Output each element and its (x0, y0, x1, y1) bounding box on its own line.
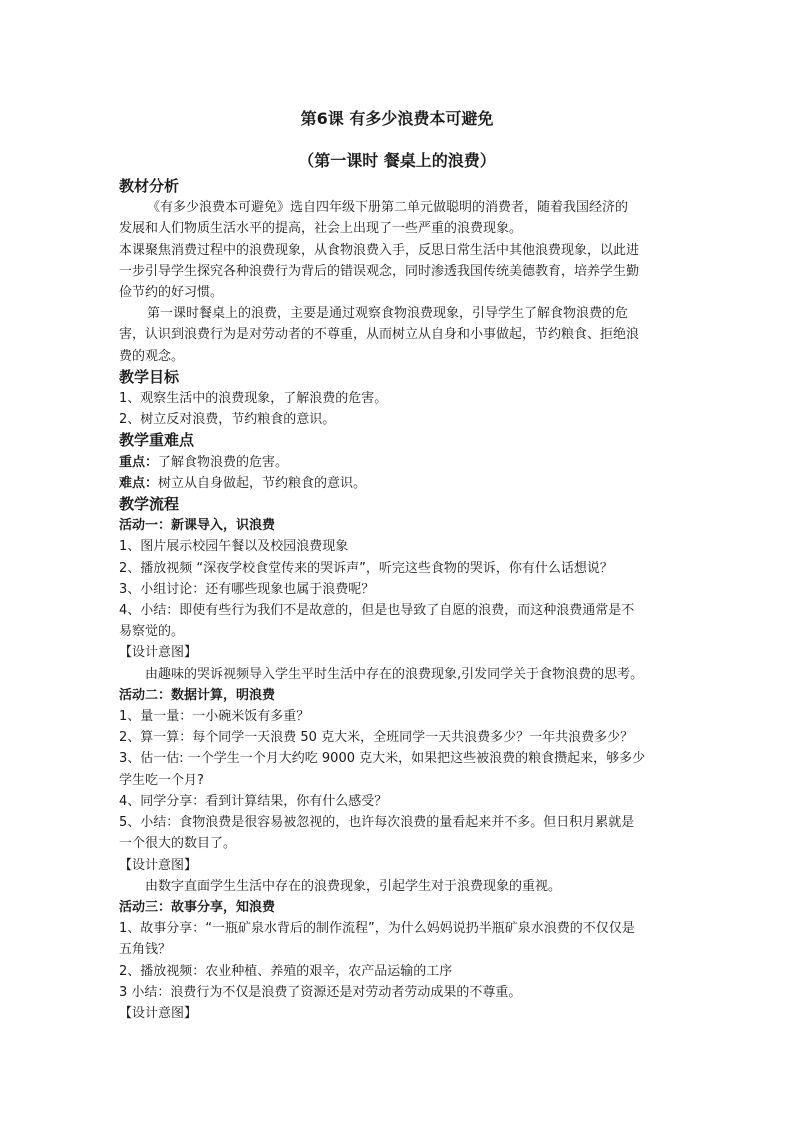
paragraph-line: 一步引导学生探究各种浪费行为背后的错误观念，同时渗透我国传统美德教育，培养学生勤 (119, 263, 640, 279)
difficulty-label: 难点： (119, 475, 159, 491)
paragraph-line: 发展和人们物质生活水平的提高，社会上出现了一些严重的浪费现象。 (119, 221, 523, 237)
paragraph-line: 《有多少浪费本可避免》选自四年级下册第二单元做聪明的消费者，随着我国经济的 (147, 200, 629, 216)
activity-step: 1、量一量：一小碗米饭有多重？ (119, 709, 310, 725)
difficulty-line (119, 473, 679, 494)
goal-item: 2、树立反对浪费，节约粮食的意识。 (119, 412, 336, 428)
section-heading-key-points: 教学重难点 (119, 431, 195, 450)
activity-step: 4、同学分享：看到计算结果，你有什么感受？ (119, 793, 388, 809)
activity-step: 易察觉的。 (119, 624, 185, 640)
design-intent-text: 由数字直面学生生活中存在的浪费现象，引起学生对于浪费现象的重视。 (145, 878, 562, 894)
lesson-title: 第6课 有多少浪费本可避免 (300, 109, 494, 128)
paragraph-line: 第一课时餐桌上的浪费，主要是通过观察食物浪费现象，引导学生了解食物浪费的危 (147, 306, 629, 322)
section-heading-process: 教学流程 (119, 495, 180, 514)
key-point-line (119, 452, 679, 473)
key-point-text: 了解食物浪费的危害。 (158, 454, 289, 470)
design-intent-label: 【设计意图】 (119, 857, 198, 873)
document-body (119, 176, 679, 1024)
design-intent-label: 【设计意图】 (119, 645, 198, 661)
section-heading-analysis: 教材分析 (119, 177, 180, 195)
activity-step: 1、故事分享：“一瓶矿泉水背后的制作流程”，为什么妈妈说扔半瓶矿泉水浪费的不仅仅是 (119, 921, 635, 937)
activity-step: 2、算一算：每个同学一天浪费 50 克大米，全班同学一天共浪费多少？一年共浪费多少？ (119, 730, 634, 746)
activity-step: 3、估一估: 一个学生一个月大约吃 9000 克大米，如果把这些被浪费的粮食攒起来，够多少 (119, 751, 646, 767)
lesson-subtitle: （第一课时 餐桌上的浪费） (298, 151, 496, 170)
activity-step: 2、播放视频 “深夜学校食堂传来的哭诉声”，听完这些食物的哭诉，你有什么话想说？ (119, 560, 613, 576)
activity-title: 活动二：数据计算，明浪费 (119, 687, 276, 703)
paragraph-line: 害，认识到浪费行为是对劳动者的不尊重，从而树立从自身和小事做起，节约粮食、拒绝浪 (119, 327, 640, 343)
activity-step: 4、小结：即使有些行为我们不是故意的，但是也导致了自愿的浪费，而这种浪费通常是不 (119, 603, 635, 619)
goal-item: 1、观察生活中的浪费现象，了解浪费的危害。 (119, 391, 388, 407)
activity-step: 五角钱？ (119, 942, 172, 958)
design-intent-text: 由趣味的哭诉视频导入学生平时生活中存在的浪费现象,引发同学关于食物浪费的思考。 (145, 666, 644, 682)
activity-step: 2、播放视频：农业种植、养殖的艰辛，农产品运输的工序 (119, 963, 453, 979)
paragraph-line: 费的观念。 (119, 348, 185, 364)
activity-step: 一个很大的数目了。 (119, 836, 237, 852)
section-heading-goals: 教学目标 (119, 367, 180, 386)
design-intent-label: 【设计意图】 (119, 1005, 198, 1021)
activity-title: 活动一：新课导入，识浪费 (119, 518, 276, 534)
paragraph-line: 俭节约的好习惯。 (119, 285, 224, 301)
key-point-label: 重点： (119, 454, 159, 470)
activity-step: 3 小结：浪费行为不仅是浪费了资源还是对劳动者劳动成果的不尊重。 (119, 984, 522, 1000)
activity-step: 5、小结：食物浪费是很容易被忽视的，也许每次浪费的量看起来并不多。但日积月累就是 (119, 815, 635, 831)
difficulty-text: 树立从自身做起，节约粮食的意识。 (158, 475, 367, 491)
paragraph-line: 本课聚焦消费过程中的浪费现象，从食物浪费入手，反思日常生活中其他浪费现象，以此进 (119, 242, 640, 258)
activity-step: 学生吃一个月? (119, 772, 204, 788)
activity-step: 3、小组讨论：还有哪些现象也属于浪费呢？ (119, 581, 375, 597)
activity-step: 1、图片展示校园午餐以及校园浪费现象 (119, 539, 349, 555)
activity-title: 活动三：故事分享，知浪费 (119, 899, 276, 915)
